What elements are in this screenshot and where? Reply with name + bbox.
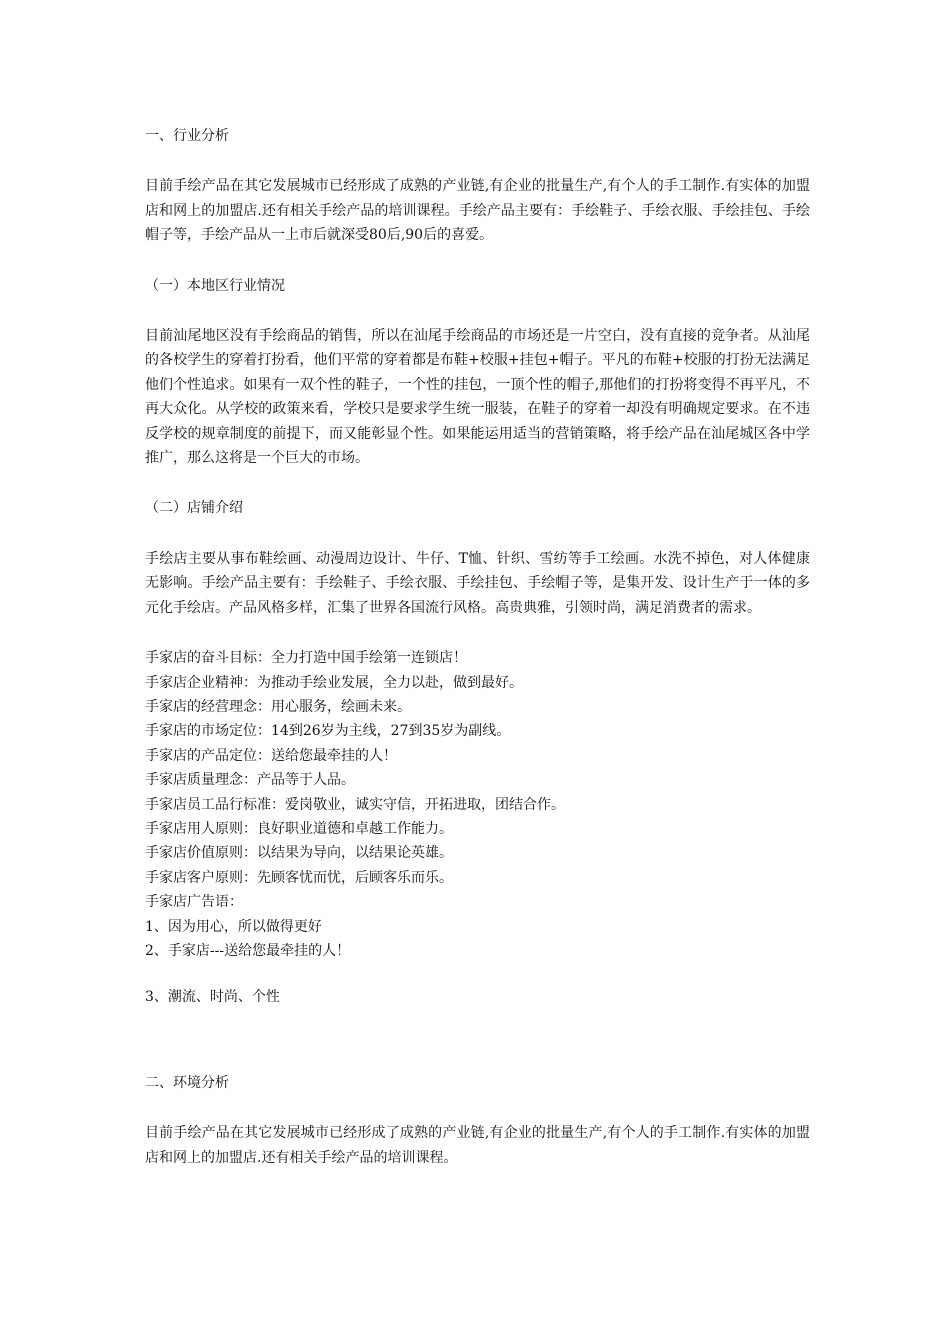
document-body (145, 124, 810, 1196)
spacer (145, 1010, 810, 1071)
list-item: 手家店客户原则：先顾客忧而忧，后顾客乐而乐。 (145, 869, 453, 886)
environment-intro-paragraph: 目前手绘产品在其它发展城市已经形成了成熟的产业链,有企业的批量生产,有个人的手工制作.有实体的加盟店和网上的加盟店.还有相关手绘产品的培训课程。 (145, 1125, 810, 1166)
industry-intro-paragraph: 目前手绘产品在其它发展城市已经形成了成熟的产业链,有企业的批量生产,有个人的手工制作.有实体的加盟店和网上的加盟店.还有相关手绘产品的培训课程。手绘产品主要有：手绘鞋子、手绘衣服、手绘挂包、手绘帽子等，手绘产品从一上市后就深受80后,90后的喜爱。 (145, 178, 810, 244)
list-item: 手家店的市场定位：14到26岁为主线，27到35岁为副线。 (145, 723, 511, 740)
list-item: 手家店用人原则：良好职业道德和卓越工作能力。 (145, 820, 453, 837)
slogan-3: 3、潮流、时尚、个性 (145, 989, 280, 1006)
list-item: 手家店员工品行标准：爱岗敬业，诚实守信，开拓进取，团结合作。 (145, 796, 565, 813)
spacer (145, 963, 810, 985)
subsection-heading-local-industry: （一）本地区行业情况 (145, 277, 285, 294)
list-item: 手家店企业精神：为推动手绘业发展，全力以赴，做到最好。 (145, 674, 523, 691)
list-item: 手家店的产品定位：送给您最牵挂的人！ (145, 747, 397, 764)
list-item: 手家店的奋斗目标：全力打造中国手绘第一连锁店！ (145, 650, 467, 667)
section-heading-environment-analysis: 二、环境分析 (145, 1074, 229, 1091)
list-item: 2、手家店---送给您最牵挂的人！ (145, 942, 351, 959)
list-item: 手家店的经营理念：用心服务，绘画未来。 (145, 698, 411, 715)
list-item: 手家店价值原则：以结果为导向，以结果论英雄。 (145, 845, 453, 862)
list-item: 手家店质量理念：产品等于人品。 (145, 772, 355, 789)
local-industry-paragraph: 目前汕尾地区没有手绘商品的销售，所以在汕尾手绘商品的市场还是一片空白，没有直接的竞争者。从汕尾的各校学生的穿着打扮看，他们平常的穿着都是布鞋+校服+挂包+帽子。平凡的布鞋+校服的打扮无法满足他们个性追求。如果有一双个性的鞋子，一个性的挂包，一顶个性的帽子,那他们的打扮将变得不再平凡，不再大众化。从学校的政策来看，学校只是要求学生统一服装，在鞋子的穿着一却没有明确规定要求。在不违反学校的规章制度的前提下，而又能彰显个性。如果能运用适当的营销策略，将手绘产品在汕尾城区各中学推广，那么这将是一个巨大的市场。 (145, 328, 810, 467)
shop-intro-paragraph: 手绘店主要从事布鞋绘画、动漫周边设计、牛仔、T恤、针织、雪纺等手工绘画。水洗不掉色，对人体健康无影响。手绘产品主要有：手绘鞋子、手绘衣服、手绘挂包、手绘帽子等，是集开发、设计生产于一体的多元化手绘店。产品风格多样，汇集了世界各国流行风格。高贵典雅，引领时尚，满足消费者的需求。 (145, 550, 810, 616)
section-heading-industry-analysis: 一、行业分析 (145, 128, 229, 144)
list-item: 1、因为用心，所以做得更好 (145, 918, 322, 935)
list-item: 手家店广告语： (145, 894, 243, 911)
shop-principles-list (145, 646, 810, 963)
subsection-heading-shop-intro: （二）店铺介绍 (145, 500, 243, 517)
